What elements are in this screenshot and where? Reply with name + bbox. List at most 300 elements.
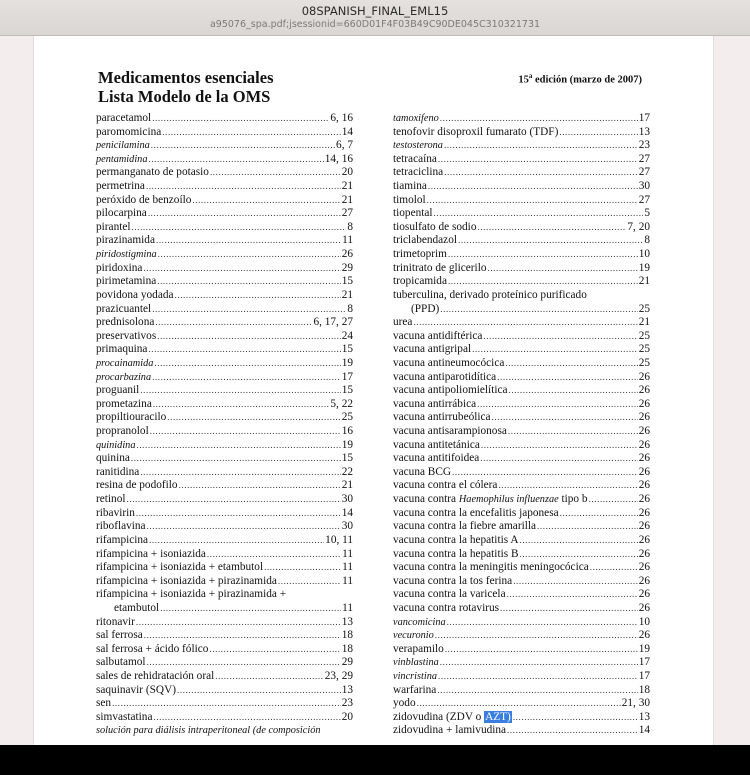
bottom-black-bar xyxy=(0,745,750,775)
entry-name xyxy=(96,507,135,521)
leader-dots xyxy=(162,126,340,140)
leader-dots xyxy=(440,112,638,126)
entry-name-text: testosterona xyxy=(393,140,443,152)
index-entry xyxy=(393,697,650,711)
entry-name-text: penicilamina xyxy=(96,140,150,152)
entry-name-text: pentamidina xyxy=(96,153,148,165)
entry-pages: 11 xyxy=(342,547,353,560)
entry-name-text: proguanil xyxy=(96,384,140,397)
index-entry xyxy=(96,303,353,317)
entry-name-text: permanganato de potasio xyxy=(96,166,209,179)
entry-name xyxy=(393,384,508,398)
index-entry xyxy=(393,139,650,153)
entry-name-text: warfarina xyxy=(393,683,437,696)
entry-name-text: trinitrato de glicerilo xyxy=(393,261,487,274)
entry-name-text: paromomicina xyxy=(96,125,162,138)
entry-name xyxy=(96,439,135,453)
entry-name-text: riboflavina xyxy=(96,520,146,533)
entry-name xyxy=(393,262,486,276)
entry-pages: 27 xyxy=(638,152,650,165)
entry-name xyxy=(96,520,146,534)
leader-dots xyxy=(152,371,341,385)
entry-pages: 5, 22 xyxy=(330,397,353,410)
entry-pages: 14 xyxy=(341,506,353,519)
entry-name-text: tetracaína xyxy=(393,152,437,165)
entry-pages: 26 xyxy=(638,384,650,397)
entry-name xyxy=(393,425,507,439)
entry-name xyxy=(393,493,588,507)
entry-name xyxy=(393,684,436,698)
index-entry xyxy=(393,520,650,534)
index-entry xyxy=(393,262,650,276)
leader-dots xyxy=(150,425,341,439)
entry-name-text: rifampicina + isoniazida + etambutol xyxy=(96,561,264,574)
leader-dots xyxy=(156,234,341,248)
entry-name xyxy=(96,684,176,698)
entry-name xyxy=(393,507,559,521)
entry-pages: 6, 16 xyxy=(330,112,353,124)
entry-name xyxy=(393,139,443,153)
entry-pages: 26 xyxy=(638,438,650,451)
entry-name-text: sales de rehidratación oral xyxy=(96,669,215,682)
leader-dots xyxy=(500,602,638,616)
entry-name xyxy=(393,656,439,670)
entry-pages: 6, 7 xyxy=(336,139,353,152)
index-entry xyxy=(393,180,650,194)
leader-dots xyxy=(152,112,329,126)
entry-name-text: yodo xyxy=(393,697,416,710)
entry-name-text: paracetamol xyxy=(96,112,152,124)
index-entry xyxy=(393,153,650,167)
entry-pages: 21, 30 xyxy=(621,697,650,710)
entry-name xyxy=(393,724,506,738)
entry-pages: 25 xyxy=(638,356,650,369)
index-entry xyxy=(96,207,353,221)
entry-name xyxy=(393,616,446,630)
entry-pages: 26 xyxy=(638,452,650,465)
entry-name-text: pirazinamida xyxy=(96,234,155,247)
index-entry xyxy=(96,684,353,698)
entry-name xyxy=(96,221,131,235)
entry-name-text: pirimetamina xyxy=(96,275,157,288)
leader-dots xyxy=(434,207,644,221)
entry-name-text: triclabendazol xyxy=(393,234,457,247)
entry-pages: 7, 20 xyxy=(627,220,650,233)
index-entry xyxy=(393,670,650,684)
leader-dots xyxy=(487,262,637,276)
entry-name xyxy=(96,357,153,371)
entry-name xyxy=(96,303,151,317)
index-entry xyxy=(393,479,650,493)
leader-dots xyxy=(209,643,340,657)
entry-pages: 26 xyxy=(638,411,650,424)
index-entry xyxy=(393,316,650,330)
entry-name xyxy=(96,575,277,589)
entry-pages: 21 xyxy=(638,275,650,288)
entry-pages: 26 xyxy=(638,561,650,574)
entry-name-text: zidovudina (ZDV o xyxy=(393,710,485,723)
leader-dots xyxy=(458,234,643,248)
leader-dots xyxy=(157,275,340,289)
leader-dots xyxy=(140,466,340,480)
index-entry xyxy=(393,656,650,670)
index-entry xyxy=(96,439,353,453)
entry-pages: 25 xyxy=(638,343,650,356)
entry-pages: 13 xyxy=(638,710,650,723)
entry-pages: 26 xyxy=(638,588,650,601)
entry-pages: 19 xyxy=(638,642,650,655)
entry-name-text: pirantel xyxy=(96,220,131,233)
entry-name xyxy=(96,724,321,738)
entry-name-text: vacuna contra la tos ferina xyxy=(393,574,513,587)
index-entry xyxy=(96,371,353,385)
leader-dots xyxy=(146,180,341,194)
entry-pages: 26 xyxy=(638,601,650,614)
leader-dots xyxy=(153,711,340,725)
leader-dots xyxy=(160,602,341,616)
entry-name-text: ranitidina xyxy=(96,465,140,478)
entry-pages: 26 xyxy=(638,533,650,546)
entry-pages: 10 xyxy=(638,248,650,261)
index-entry xyxy=(393,371,650,385)
leader-dots xyxy=(149,534,324,548)
index-entry xyxy=(96,166,353,180)
entry-name-text: vacuna contra la hepatitis A xyxy=(393,533,519,546)
index-entry xyxy=(96,643,353,657)
entry-name xyxy=(393,371,496,385)
entry-pages: 26 xyxy=(638,425,650,438)
entry-name-text: resina de podofilo xyxy=(96,479,178,492)
index-entry xyxy=(393,602,650,616)
entry-name xyxy=(393,330,482,344)
entry-name xyxy=(96,425,149,439)
entry-name-text: vacuna contra xyxy=(393,493,459,506)
index-entry xyxy=(393,275,650,289)
leader-dots xyxy=(215,670,324,684)
entry-name xyxy=(96,330,156,344)
entry-pages: 26 xyxy=(638,520,650,533)
leader-dots xyxy=(590,561,638,575)
entry-name-text: vacuna antirrubeólica xyxy=(393,411,491,424)
entry-name-text: vacuna antiparotidítica xyxy=(393,370,497,383)
index-entry xyxy=(96,221,353,235)
entry-name-text: ribavirin xyxy=(96,506,135,519)
leader-dots xyxy=(507,588,638,602)
entry-name xyxy=(96,711,152,725)
leader-dots xyxy=(132,221,347,235)
entry-pages: 27 xyxy=(638,193,650,206)
entry-pages: 15 xyxy=(341,343,353,356)
entry-name xyxy=(393,411,491,425)
entry-pages: 19 xyxy=(638,261,650,274)
index-entry xyxy=(393,588,650,602)
entry-pages: 21 xyxy=(341,193,353,206)
index-entry xyxy=(96,588,353,602)
entry-name-text: sen xyxy=(96,697,112,710)
entry-name-text: tamoxifeno xyxy=(393,113,439,124)
entry-name-text: trimetoprim xyxy=(393,248,447,261)
index-entry xyxy=(96,126,353,140)
leader-dots xyxy=(210,166,341,180)
entry-pages: 18 xyxy=(638,683,650,696)
selected-text[interactable]: AZT) xyxy=(485,710,511,723)
index-entry xyxy=(96,262,353,276)
entry-name xyxy=(96,548,206,562)
entry-name xyxy=(96,248,157,262)
entry-name xyxy=(96,384,139,398)
entry-name xyxy=(96,180,145,194)
leader-dots xyxy=(136,507,341,521)
leader-dots xyxy=(140,384,340,398)
entry-name-text: propranolol xyxy=(96,425,149,438)
leader-dots xyxy=(537,520,638,534)
entry-name-text: piridoxina xyxy=(96,261,143,274)
entry-pages: 15 xyxy=(341,452,353,465)
leader-dots xyxy=(559,126,637,140)
entry-name xyxy=(393,561,589,575)
index-entry xyxy=(393,411,650,425)
entry-pages: 26 xyxy=(638,370,650,383)
leader-dots xyxy=(438,153,638,167)
entry-pages: 26 xyxy=(638,547,650,560)
leader-dots xyxy=(477,221,626,235)
entry-name xyxy=(96,112,151,126)
entry-name xyxy=(393,398,476,412)
entry-pages: 27 xyxy=(638,166,650,179)
entry-name-text: vacuna antisarampionosa xyxy=(393,425,507,438)
index-entry xyxy=(393,112,650,126)
leader-dots xyxy=(509,384,638,398)
index-entry-continuation xyxy=(393,303,650,317)
entry-pages: 23, 29 xyxy=(324,669,353,682)
entry-name-text: tuberculina, derivado proteínico purificado xyxy=(393,288,587,301)
index-entry xyxy=(393,221,650,235)
entry-pages: 19 xyxy=(341,438,353,451)
entry-name xyxy=(393,711,512,725)
leader-dots xyxy=(513,575,638,589)
leader-dots xyxy=(148,343,340,357)
leader-dots xyxy=(417,697,621,711)
entry-name-text: vacuna antitifoidea xyxy=(393,452,480,465)
entry-pages: 30 xyxy=(341,493,353,506)
entry-name xyxy=(393,548,518,562)
entry-pages: 8 xyxy=(644,234,650,247)
leader-dots xyxy=(483,330,637,344)
entry-name xyxy=(393,575,512,589)
viewer-margin-left xyxy=(0,36,34,745)
entry-pages: 14 xyxy=(638,724,650,737)
index-entry xyxy=(96,656,353,670)
index-entry xyxy=(393,643,650,657)
leader-dots xyxy=(445,643,638,657)
edition-label xyxy=(518,72,642,86)
entry-name xyxy=(96,207,147,221)
entry-pages: 21 xyxy=(341,180,353,193)
entry-pages: 18 xyxy=(341,642,353,655)
entry-name-text: vacuna contra la hepatitis B xyxy=(393,547,519,560)
index-entry xyxy=(96,343,353,357)
entry-name-text: vincristina xyxy=(393,670,438,682)
entry-name-text: vacuna antipoliomielítica xyxy=(393,384,508,397)
entry-name xyxy=(393,248,447,262)
entry-pages: 21 xyxy=(341,288,353,301)
leader-dots xyxy=(444,166,638,180)
leader-dots xyxy=(207,548,341,562)
entry-pages: 17 xyxy=(638,669,650,682)
entry-name xyxy=(393,629,434,643)
entry-pages: 27 xyxy=(341,207,353,220)
entry-name xyxy=(96,139,150,153)
leader-dots xyxy=(589,493,638,507)
entry-name xyxy=(393,697,416,711)
entry-name-text: vancomicina xyxy=(393,616,446,628)
entry-pages: 21 xyxy=(638,316,650,329)
index-entry xyxy=(393,561,650,575)
entry-pages: 25 xyxy=(341,411,353,424)
entry-pages: 22 xyxy=(341,465,353,478)
index-entry xyxy=(393,629,650,643)
entry-pages: 25 xyxy=(638,302,650,315)
entry-pages: 8 xyxy=(347,220,353,233)
entry-pages: 14, 16 xyxy=(324,152,353,165)
index-entry xyxy=(393,616,650,630)
entry-name-text: vacuna contra la encefalitis japonesa xyxy=(393,506,559,519)
index-entry xyxy=(393,126,650,140)
window-titlebar xyxy=(0,0,750,36)
index-entry xyxy=(96,724,353,738)
index-entry xyxy=(96,520,353,534)
index-entry xyxy=(393,575,650,589)
entry-pages: 30 xyxy=(341,520,353,533)
index-entry xyxy=(393,289,650,303)
entry-name-text: sal ferrosa + ácido fólico xyxy=(96,642,209,655)
entry-name-text: solución para diálisis intraperitoneal (de composición xyxy=(96,725,321,737)
leader-dots xyxy=(507,724,638,738)
entry-pages: 29 xyxy=(341,261,353,274)
leader-dots xyxy=(264,561,341,575)
entry-name-continued: (PPD) xyxy=(411,302,440,315)
entry-pages: 20 xyxy=(341,166,353,179)
entry-name-text: tiamina xyxy=(393,180,427,193)
index-entry xyxy=(393,534,650,548)
entry-name xyxy=(393,357,504,371)
leader-dots xyxy=(448,275,638,289)
entry-name-text: simvastatina xyxy=(96,710,153,723)
index-entry xyxy=(96,112,353,126)
index-entry xyxy=(96,248,353,262)
entry-pages: 11 xyxy=(342,561,353,574)
index-entry-continuation xyxy=(96,602,353,616)
index-entry xyxy=(393,330,650,344)
leader-dots xyxy=(175,289,341,303)
entry-name xyxy=(393,275,447,289)
leader-dots xyxy=(472,343,638,357)
entry-name-text: timolol xyxy=(393,193,426,206)
entry-name-text: rifampicina + isoniazida + pirazinamida + xyxy=(96,588,287,601)
leader-dots xyxy=(519,548,637,562)
entry-name-text: vacuna contra rotavirus xyxy=(393,601,500,614)
index-entry xyxy=(393,166,650,180)
leader-dots xyxy=(155,316,312,330)
page-title xyxy=(98,68,274,106)
entry-pages: 24 xyxy=(341,329,353,342)
entry-name-text: vacuna contra la varicela xyxy=(393,588,506,601)
index-entry xyxy=(393,207,650,221)
index-entry xyxy=(96,452,353,466)
entry-name-text: prednisolona xyxy=(96,316,155,329)
index-entry xyxy=(96,466,353,480)
entry-name xyxy=(393,207,433,221)
leader-dots xyxy=(440,303,637,317)
entry-name xyxy=(96,371,151,385)
entry-name xyxy=(96,534,148,548)
entry-pages: 13 xyxy=(638,125,650,138)
entry-name xyxy=(393,194,426,208)
entry-name xyxy=(96,194,191,208)
entry-name xyxy=(96,343,147,357)
index-entry xyxy=(96,289,353,303)
leader-dots xyxy=(147,656,341,670)
entry-name xyxy=(96,153,147,167)
entry-name-text: povidona yodada xyxy=(96,288,174,301)
entry-pages: 23 xyxy=(341,697,353,710)
entry-name xyxy=(393,180,427,194)
entry-name-text: vecuronio xyxy=(393,630,434,642)
leader-dots xyxy=(448,248,638,262)
entry-name xyxy=(96,234,155,248)
entry-name-text: vinblastina xyxy=(393,657,439,669)
entry-name xyxy=(96,616,135,630)
entry-name-continued: etambutol xyxy=(114,601,160,614)
entry-name xyxy=(393,466,451,480)
index-entry xyxy=(393,194,650,208)
index-entry xyxy=(393,452,650,466)
entry-name-text: rifampicina + isoniazida xyxy=(96,547,206,560)
index-entry xyxy=(393,684,650,698)
entry-name-after: tipo b xyxy=(558,493,588,506)
entry-name xyxy=(96,316,154,330)
entry-name-text: verapamilo xyxy=(393,642,444,655)
entry-name-text: vacuna contra la meningitis meningocócica xyxy=(393,561,589,574)
entry-pages: 14 xyxy=(341,125,353,138)
index-entry xyxy=(96,575,353,589)
entry-name-text: prometazina xyxy=(96,397,152,410)
leader-dots xyxy=(278,575,341,589)
entry-name-text: sal ferrosa xyxy=(96,629,143,642)
entry-name-text: propiltiouracilo xyxy=(96,411,167,424)
entry-name xyxy=(393,588,506,602)
entry-pages: 18 xyxy=(341,629,353,642)
entry-name-text: peróxido de benzoílo xyxy=(96,193,192,206)
index-entry xyxy=(96,425,353,439)
leader-dots xyxy=(154,357,340,371)
entry-name xyxy=(96,479,178,493)
entry-name xyxy=(96,398,152,412)
index-column-right xyxy=(393,112,650,738)
entry-pages: 13 xyxy=(341,615,353,628)
entry-name xyxy=(96,561,263,575)
entry-name-text: quinina xyxy=(96,452,130,465)
entry-name-text: ritonavir xyxy=(96,615,135,628)
index-column-left xyxy=(96,112,353,738)
leader-dots xyxy=(480,452,637,466)
entry-name xyxy=(96,275,156,289)
leader-dots xyxy=(492,411,638,425)
index-entry xyxy=(96,275,353,289)
leader-dots xyxy=(143,262,340,276)
entry-pages: 26 xyxy=(638,629,650,642)
leader-dots xyxy=(413,316,637,330)
